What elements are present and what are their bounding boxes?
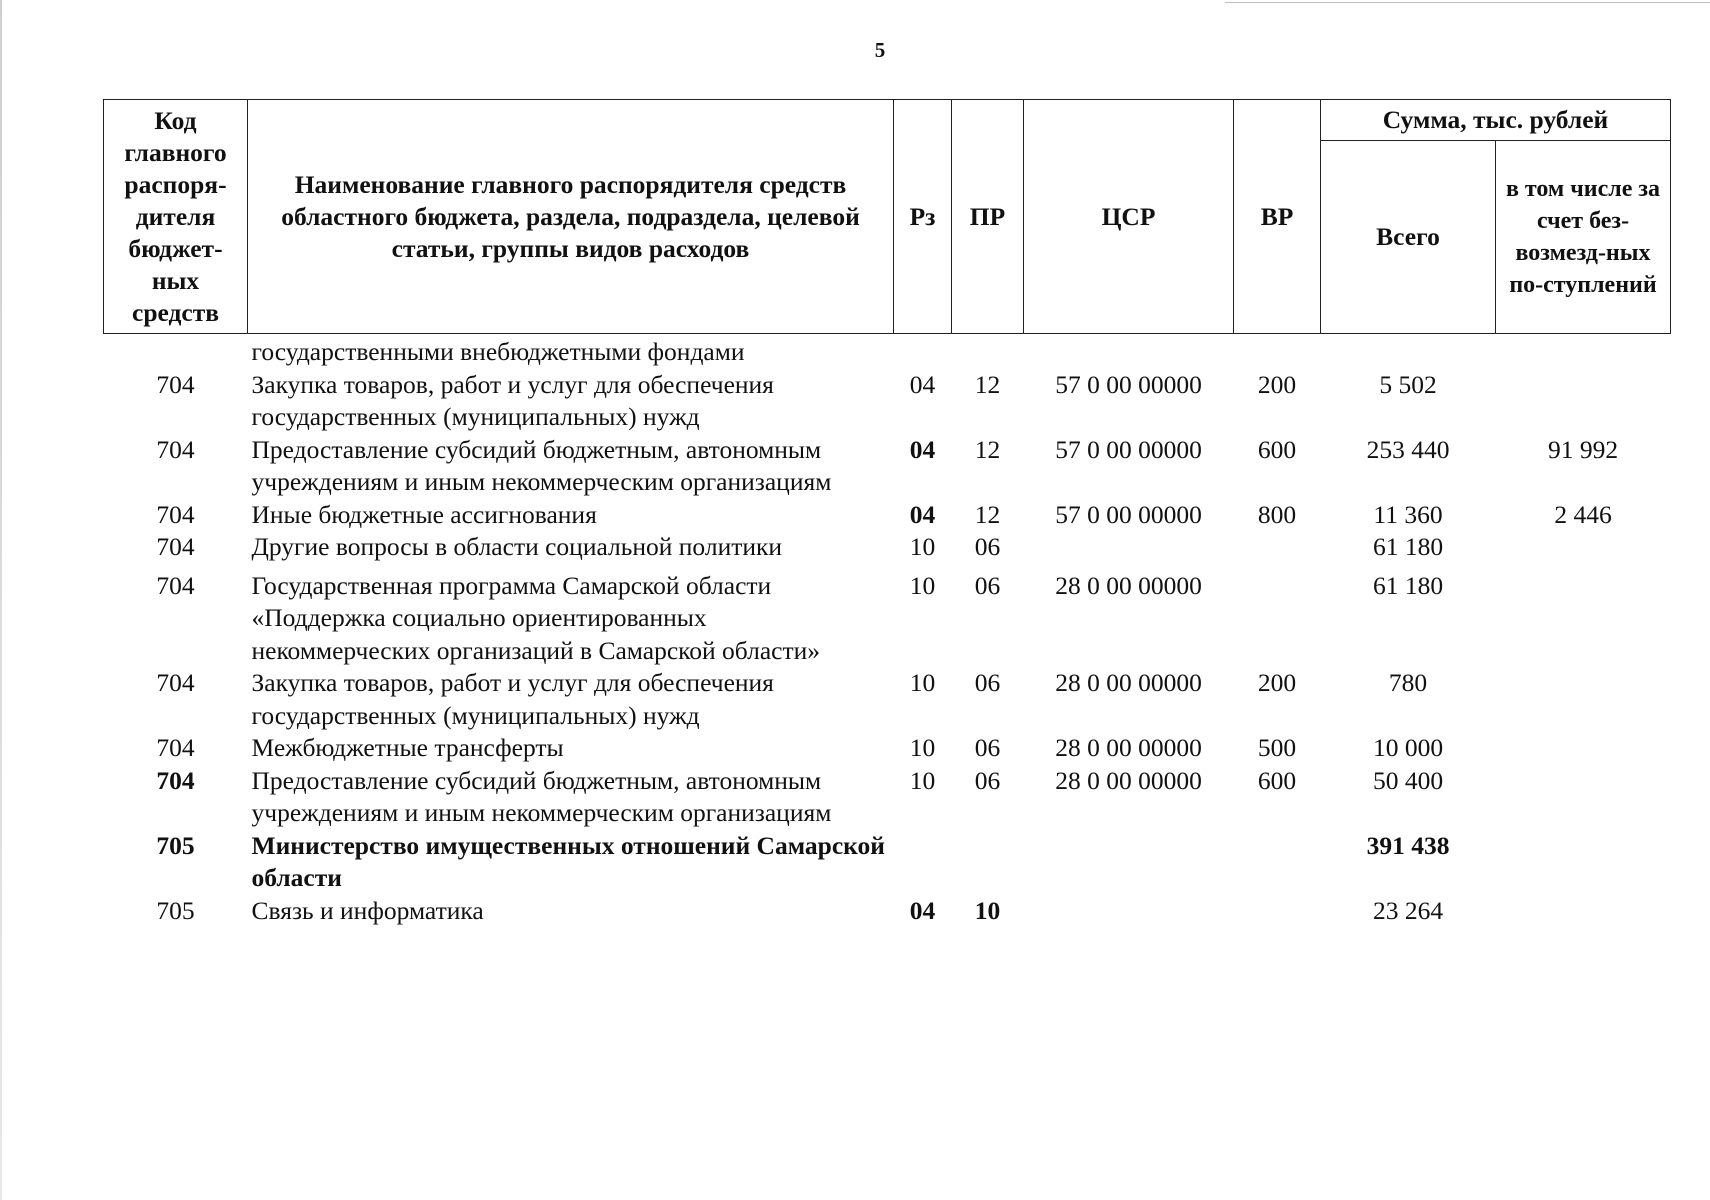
cell-pr: 12 [974,369,1001,399]
cell-total: 391 438 [1366,830,1450,860]
cell-vr: 200 [1257,668,1297,697]
table-row [104,434,1671,499]
cell-csr [1024,531,1234,564]
table-row [104,732,1671,765]
cell-name: Другие вопросы в области социальной политики [251,532,783,561]
cell-code: 705 [156,895,195,925]
cell-donated [1496,732,1671,765]
cell-pr [952,830,1024,895]
cell-donated: 91 992 [1547,434,1619,464]
cell-total: 61 180 [1372,570,1444,600]
cell-vr: 600 [1257,765,1297,795]
cell-csr [1024,895,1234,928]
cell-csr [1024,830,1234,895]
table-body [104,334,1671,928]
table-row [104,765,1671,830]
cell-code: 704 [156,499,195,529]
cell-vr [1234,564,1321,668]
cell-code: 705 [156,830,195,860]
table-row [104,667,1671,732]
cell-total: 253 440 [1366,434,1450,464]
cell-csr: 28 0 00 00000 [1055,570,1202,600]
cell-code: 704 [156,668,195,697]
cell-total: 50 400 [1372,765,1444,795]
cell-name: государственными внебюджетными фондами [251,337,745,366]
cell-name: Иные бюджетные ассигнования [251,499,597,529]
cell-name: Связь и информатика [251,895,484,925]
cell-csr: 57 0 00 00000 [1055,434,1202,464]
cell-pr: 12 [974,499,1001,529]
cell-name: Государственная программа Самарской области «Поддержка социально ориентированных некоммерческих организаций в Самарской области» [251,570,821,665]
cell-rz: 10 [909,765,936,795]
table-row [104,499,1671,532]
cell-pr: 06 [974,532,1001,561]
cell-donated [1496,830,1671,895]
cell-pr: 12 [974,434,1001,464]
cell-vr: 500 [1257,733,1297,762]
table-row [104,564,1671,668]
cell-vr [1234,531,1321,564]
cell-total: 780 [1388,668,1428,697]
scan-edge [0,0,2,1200]
cell-total: 10 000 [1372,733,1444,762]
table-row [104,895,1671,928]
cell-name: Предоставление субсидий бюджетным, автономным учреждениям и иным некоммерческим организациям [251,765,832,827]
cell-rz [894,830,952,895]
cell-donated: 2 446 [1554,499,1612,529]
table-row [104,830,1671,895]
cell-total: 5 502 [1379,369,1437,399]
scan-edge [1225,2,1710,3]
cell-rz [894,334,952,369]
cell-rz: 04 [909,895,936,925]
cell-name: Закупка товаров, работ и услуг для обеспечения государственных (муниципальных) нужд [251,369,774,431]
cell-rz: 10 [909,532,936,561]
cell-donated [1496,667,1671,732]
cell-code: 704 [156,733,195,762]
cell-name: Министерство имущественных отношений Самарской области [251,830,885,892]
cell-vr: 600 [1257,434,1297,464]
header-rz: Рз [894,100,952,334]
cell-code: 704 [156,532,195,561]
cell-code: 704 [156,570,195,600]
cell-rz: 10 [909,570,936,600]
header-vr: ВР [1234,100,1321,334]
cell-code: 704 [156,369,195,399]
cell-name: Межбюджетные трансферты [251,733,564,762]
header-donated: в том числе за счет без-возмезд-ных по-ступлений [1496,141,1671,334]
cell-donated [1496,765,1671,830]
cell-rz: 10 [909,733,936,762]
cell-vr: 200 [1257,369,1297,399]
cell-donated [1496,531,1671,564]
header-csr: ЦСР [1024,100,1234,334]
cell-csr: 57 0 00 00000 [1055,369,1202,399]
cell-code: 704 [156,765,195,795]
header-code: Код главного распоря-дителя бюджет-ных средств [104,100,248,334]
cell-csr: 28 0 00 00000 [1055,765,1202,795]
cell-donated [1496,334,1671,369]
page-number: 5 [874,38,886,62]
header-pr: ПР [952,100,1024,334]
cell-vr [1234,895,1321,928]
cell-total: 11 360 [1373,499,1443,529]
cell-pr: 10 [974,895,1001,925]
cell-vr [1234,334,1321,369]
cell-pr: 06 [974,570,1001,600]
cell-total [1321,334,1496,369]
cell-code: 704 [156,434,195,464]
cell-total: 23 264 [1372,895,1444,925]
cell-name: Предоставление субсидий бюджетным, автономным учреждениям и иным некоммерческим организациям [251,434,832,496]
budget-table [103,99,1671,927]
table-row [104,334,1671,369]
cell-rz: 04 [909,369,936,399]
header-total: Всего [1321,141,1496,334]
cell-pr: 06 [974,668,1001,697]
table-row [104,531,1671,564]
cell-vr: 800 [1257,499,1297,529]
cell-pr: 06 [974,733,1001,762]
cell-rz: 10 [909,668,936,697]
cell-rz: 04 [909,499,936,529]
cell-total: 61 180 [1372,532,1444,561]
cell-code [104,334,248,369]
table-row [104,369,1671,434]
cell-donated [1496,895,1671,928]
cell-rz: 04 [909,434,936,464]
cell-vr [1234,830,1321,895]
header-sum-group: Сумма, тыс. рублей [1321,100,1671,141]
cell-csr: 28 0 00 00000 [1055,733,1202,762]
cell-csr: 57 0 00 00000 [1055,499,1202,529]
cell-donated [1496,564,1671,668]
cell-pr [952,334,1024,369]
header-name: Наименование главного распорядителя средств областного бюджета, раздела, подраздела, целевой статьи, группы видов расходов [248,100,894,334]
cell-csr [1024,334,1234,369]
cell-donated [1496,369,1671,434]
cell-csr: 28 0 00 00000 [1055,668,1202,697]
cell-name: Закупка товаров, работ и услуг для обеспечения государственных (муниципальных) нужд [251,668,774,730]
cell-pr: 06 [974,765,1001,795]
